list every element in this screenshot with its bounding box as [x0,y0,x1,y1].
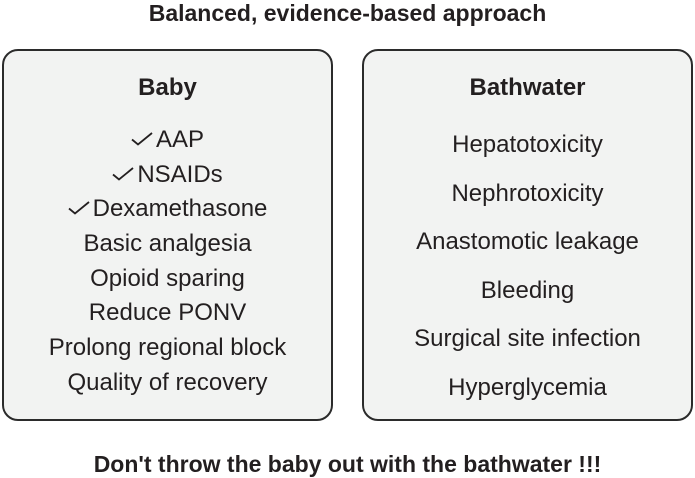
bathwater-item-hyperglycemia: Hyperglycemia [448,373,607,401]
bathwater-panel [362,49,693,421]
bathwater-heading: Bathwater [469,74,586,101]
baby-item-nsaids [4,158,331,193]
bathwater-item-bleeding: Bleeding [480,276,575,304]
checkmark-icon [112,167,134,181]
diagram-footer: Don't throw the baby out with the bathwater !!! [93,451,602,477]
bathwater-item-nephrotoxicity: Nephrotoxicity [451,179,604,207]
baby-item-label: NSAIDs [137,160,223,188]
baby-item-prolong-regional-block: Prolong regional block [48,334,287,362]
bathwater-item-anastomotic-leakage: Anastomotic leakage [416,228,639,256]
baby-item-reduce-ponv: Reduce PONV [88,299,247,327]
baby-item-opioid-sparing: Opioid sparing [90,264,245,292]
baby-item-dexamethasone [4,192,331,227]
baby-item-basic-analgesia: Basic analgesia [83,230,252,258]
baby-item-aap [4,123,331,158]
baby-item-label: Dexamethasone [92,195,268,223]
bathwater-list [364,121,691,413]
bathwater-item-hepatotoxicity: Hepatotoxicity [452,131,603,158]
checkmark-icon [131,132,153,146]
diagram-title: Balanced, evidence-based approach [148,0,547,26]
checkmark-icon [68,201,90,215]
baby-heading: Baby [138,74,197,101]
bathwater-item-surgical-site-infection: Surgical site infection [414,325,641,353]
baby-item-quality-of-recovery: Quality of recovery [67,368,268,396]
baby-list [4,123,331,401]
baby-item-label: AAP [155,126,205,153]
baby-panel [2,49,333,421]
